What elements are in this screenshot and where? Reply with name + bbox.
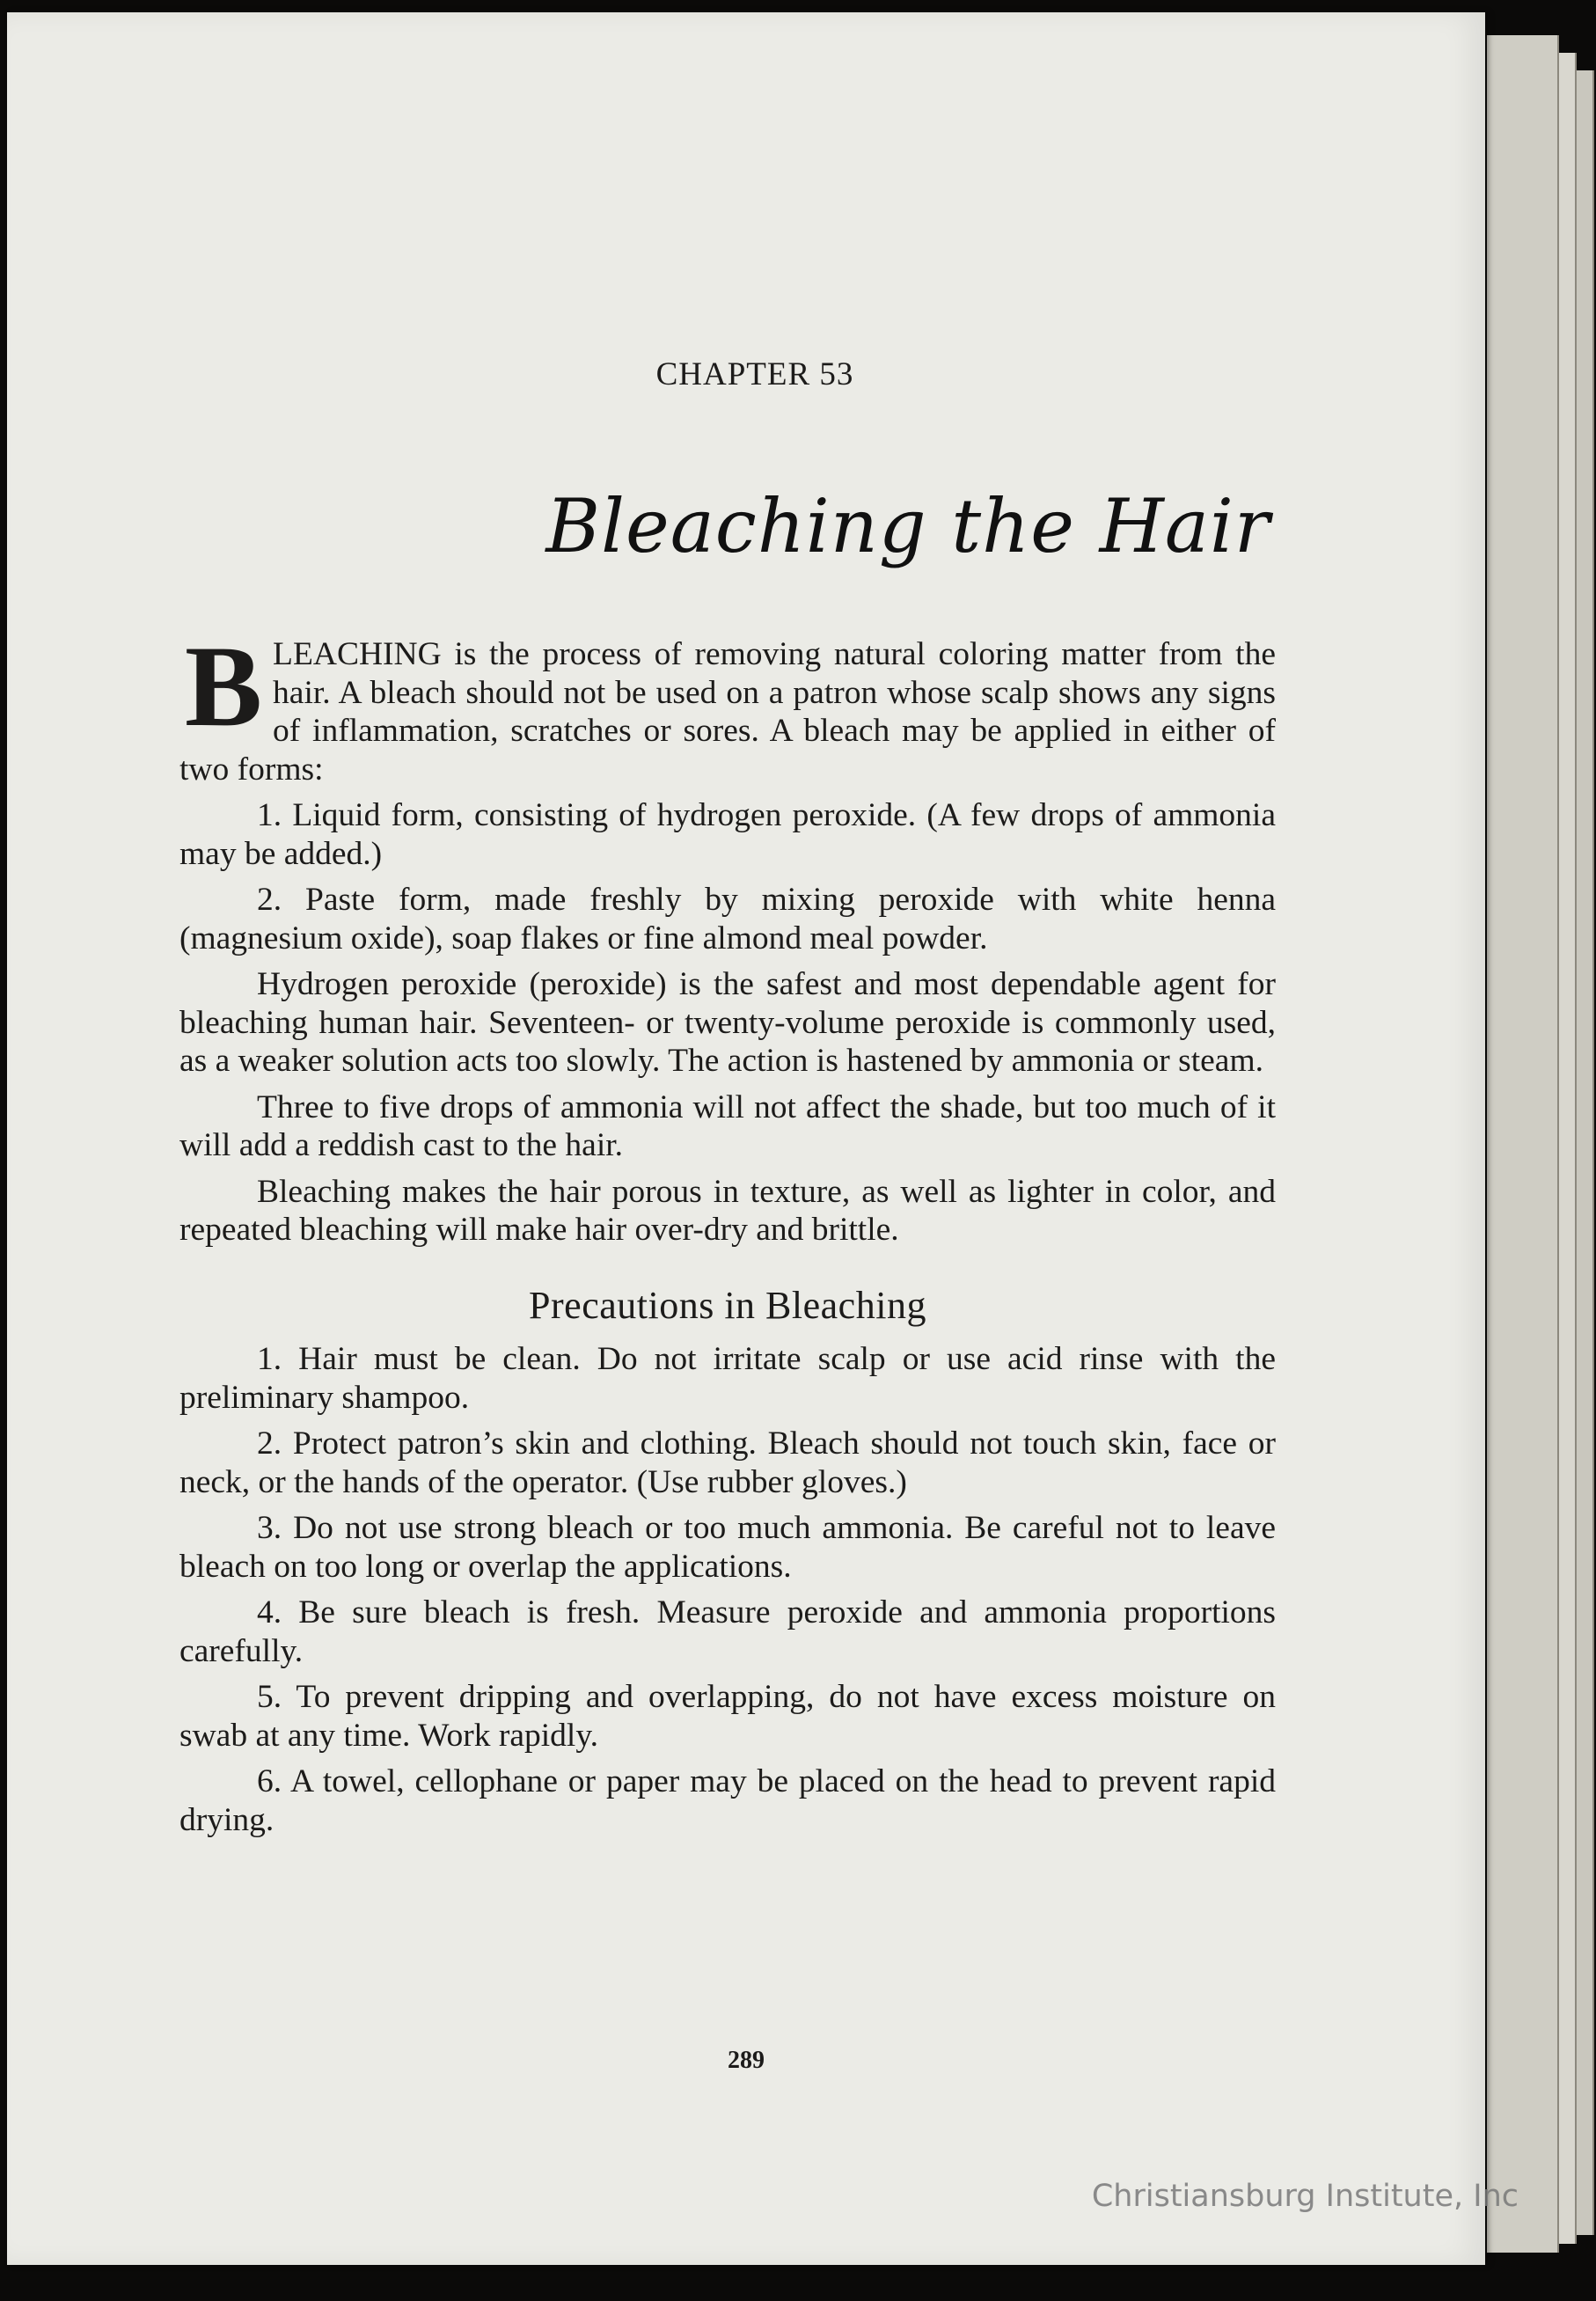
precaution-item: 3. Do not use strong bleach or too much ammonia. Be careful not to leave bleach on too long or overlap the applications. — [179, 1510, 1276, 1585]
paragraph: Three to five drops of ammonia will not affect the shade, but too much of it will add a reddish cast to the hair. — [179, 1088, 1276, 1163]
precaution-item: 5. To prevent dripping and overlapping, do not have excess moisture on swab at any time. Work rapidly. — [179, 1679, 1276, 1754]
drop-cap: B — [185, 621, 263, 751]
page-body — [179, 621, 1276, 1847]
precaution-item: 4. Be sure bleach is fresh. Measure peroxide and ammonia proportions carefully. — [179, 1594, 1276, 1669]
section-heading: Precautions in Bleaching — [529, 1283, 926, 1327]
precaution-item: 1. Hair must be clean. Do not irritate scalp or use acid rinse with the preliminary shampoo. — [179, 1341, 1276, 1416]
book-page — [7, 12, 1485, 2265]
page-number: 289 — [728, 2047, 765, 2074]
paragraph: Hydrogen peroxide (peroxide) is the safest and most dependable agent for bleaching human hair. Seventeen- or twenty-volume peroxide is commonly used, as a weaker solution acts too slowly. The action is hastened by ammonia or steam. — [179, 966, 1276, 1079]
intro-text: LEACHING is the process of removing natural coloring matter from the hair. A bleach should not be used on a patron whose scalp shows any signs of inflammation, scratches or sores. A bleach may be applied in either of two forms: — [179, 636, 1276, 788]
chapter-label: CHAPTER 53 — [655, 356, 854, 392]
paragraph: 1. Liquid form, consisting of hydrogen peroxide. (A few drops of ammonia may be added.) — [179, 797, 1276, 872]
precaution-item: 2. Protect patron’s skin and clothing. Bleach should not touch skin, face or neck, or the hands of the operator. (Use rubber gloves.) — [179, 1425, 1276, 1500]
chapter-title: Bleaching the Hair — [545, 483, 1270, 569]
intro-paragraph — [179, 621, 1276, 788]
paragraph: 2. Paste form, made freshly by mixing peroxide with white henna (magnesium oxide), soap flakes or fine almond meal powder. — [179, 882, 1276, 956]
precaution-item: 6. A towel, cellophane or paper may be placed on the head to prevent rapid drying. — [179, 1763, 1276, 1838]
paragraph: Bleaching makes the hair porous in texture, as well as lighter in color, and repeated bleaching will make hair over-dry and brittle. — [179, 1173, 1276, 1248]
watermark: Christiansburg Institute, Inc — [1091, 2179, 1519, 2214]
page-edge — [1487, 35, 1559, 2253]
